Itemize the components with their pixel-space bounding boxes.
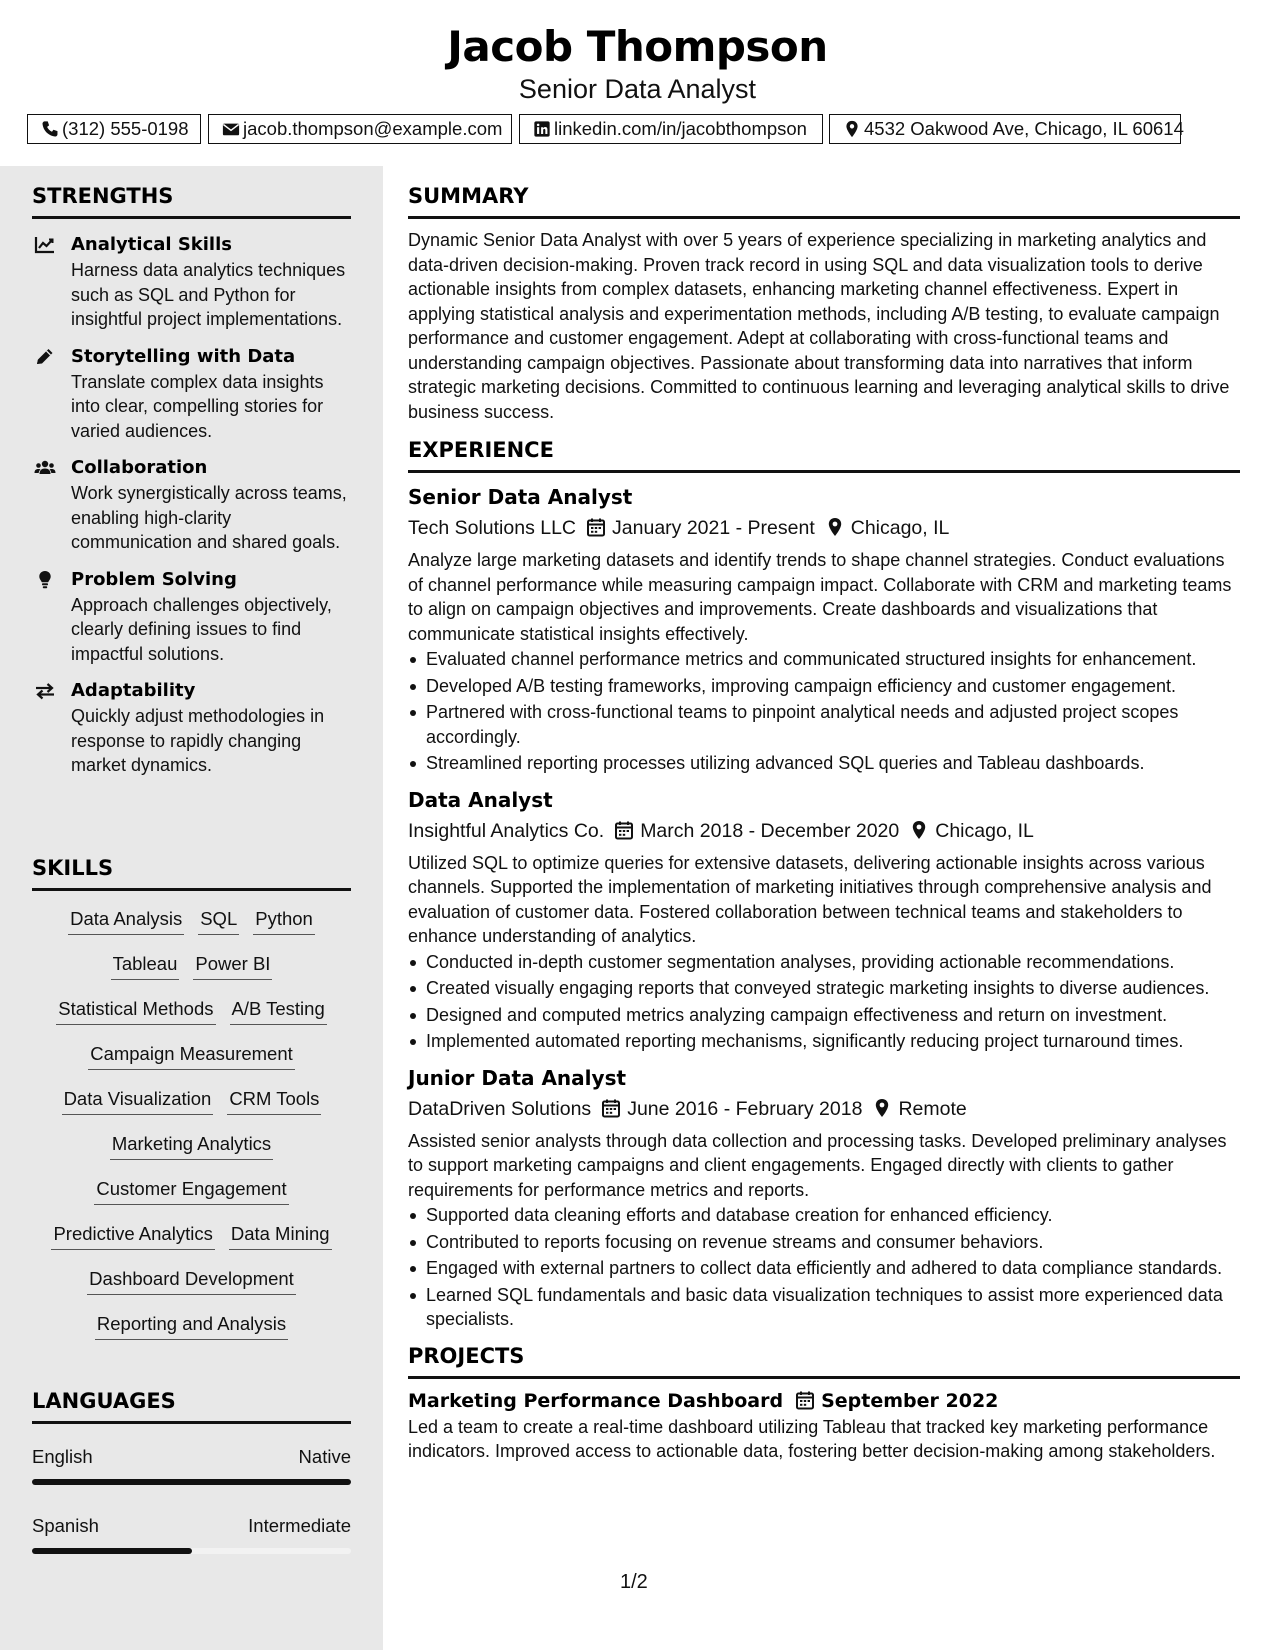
job-bullet: Streamlined reporting processes utilizing advanced SQL queries and Tableau dashboards. [408, 751, 1240, 776]
exchange-arrows-icon [34, 681, 56, 701]
map-pin-icon [872, 1098, 892, 1118]
skills-list [32, 907, 351, 1357]
strength-desc: Translate complex data insights into clear, compelling stories for varied audiences. [71, 371, 324, 441]
projects-heading: PROJECTS [408, 1344, 1240, 1379]
job-dates: January 2021 - Present [612, 517, 815, 539]
language-level: Intermediate [248, 1515, 351, 1536]
language-proficiency-bar [32, 1548, 351, 1554]
job-entry [408, 483, 1240, 776]
strength-item [32, 233, 351, 332]
strength-desc: Quickly adjust methodologies in response to rapidly changing market dynamics. [71, 706, 325, 775]
page-number: 1/2 [620, 1571, 648, 1593]
contact-phone[interactable] [27, 114, 201, 144]
skill-tag: Customer Engagement [94, 1177, 288, 1205]
skill-tag: Statistical Methods [56, 997, 215, 1025]
job-bullet: Developed A/B testing frameworks, improving campaign efficiency and customer engagement. [408, 674, 1240, 699]
languages-section [32, 1389, 351, 1554]
job-company: Insightful Analytics Co. [408, 819, 605, 842]
experience-heading: EXPERIENCE [408, 438, 1240, 473]
job-company: DataDriven Solutions [408, 1097, 592, 1120]
chart-line-icon [34, 235, 56, 255]
linkedin-icon [532, 120, 552, 138]
skill-tag: Reporting and Analysis [95, 1312, 288, 1340]
calendar-icon [614, 820, 634, 840]
skill-tag: A/B Testing [230, 997, 327, 1025]
contact-linkedin-text: linkedin.com/in/jacobthompson [554, 118, 807, 139]
lightbulb-icon [34, 570, 56, 590]
strength-name: Storytelling with Data [71, 345, 296, 367]
map-pin-icon [842, 120, 862, 138]
contact-email-text: jacob.thompson@example.com [243, 118, 503, 139]
job-bullet: Learned SQL fundamentals and basic data visualization techniques to assist more experienced data specialists. [408, 1283, 1240, 1332]
language-item [32, 1515, 351, 1554]
summary-section [408, 184, 1240, 424]
project-date: September 2022 [821, 1389, 999, 1412]
job-location: Chicago, IL [935, 819, 1034, 842]
contact-address-text: 4532 Oakwood Ave, Chicago, IL 60614 [864, 118, 1184, 139]
strengths-section [32, 184, 351, 778]
candidate-name: Jacob Thompson [447, 22, 828, 71]
language-name: English [32, 1446, 93, 1467]
job-meta [408, 816, 1240, 846]
language-proficiency-fill [32, 1548, 192, 1554]
strength-item [32, 456, 351, 555]
job-bullet: Implemented automated reporting mechanisms, significantly reducing project turnaround times. [408, 1029, 1240, 1054]
language-level: Native [298, 1446, 351, 1467]
job-title: Data Analyst [408, 787, 553, 812]
languages-heading: LANGUAGES [32, 1389, 351, 1424]
skill-tag: Predictive Analytics [51, 1222, 214, 1250]
skill-tag: Power BI [193, 952, 272, 980]
job-title: Senior Data Analyst [408, 485, 633, 509]
project-title: Marketing Performance Dashboard [408, 1389, 784, 1412]
job-bullet: Designed and computed metrics analyzing campaign effectiveness and return on investment. [408, 1003, 1240, 1028]
job-entry [408, 1064, 1240, 1332]
experience-section [408, 438, 1240, 1332]
job-bullets [408, 1203, 1240, 1332]
project-description: Led a team to create a real-time dashboard utilizing Tableau that tracked key marketing performance indicators. Improved access to actionable data, fostering better decision-making among stakeholders. [408, 1416, 1216, 1461]
skill-tag: Marketing Analytics [110, 1132, 273, 1160]
job-dates: June 2016 - February 2018 [627, 1097, 863, 1120]
skill-tag: Python [253, 907, 315, 935]
job-meta [408, 513, 1240, 543]
strength-desc: Harness data analytics techniques such as SQL and Python for insightful project implementations. [71, 260, 346, 329]
skill-tag: Data Mining [229, 1222, 332, 1250]
language-proficiency-bar [32, 1479, 351, 1485]
project-title-row [408, 1387, 1240, 1415]
main-content [408, 166, 1240, 1464]
job-bullet: Evaluated channel performance metrics and communicated structured insights for enhancement. [408, 647, 1240, 672]
job-location: Chicago, IL [850, 517, 950, 539]
map-pin-icon [825, 517, 845, 537]
users-icon [34, 458, 56, 478]
language-name: Spanish [32, 1515, 99, 1536]
strengths-heading: STRENGTHS [32, 184, 351, 219]
job-bullets [408, 647, 1240, 776]
skills-section [32, 856, 351, 1357]
strength-item [32, 345, 351, 444]
strength-item [32, 679, 351, 778]
job-bullet: Contributed to reports focusing on revenue streams and consumer behaviors. [408, 1230, 1240, 1255]
strength-desc: Work synergistically across teams, enabling high-clarity communication and shared goals. [71, 483, 347, 552]
summary-text: Dynamic Senior Data Analyst with over 5 years of experience specializing in marketing analytics and data-driven decision-making. Proven track record in using SQL and data visualization tools to derive actionable insights from complex datasets, enhancing marketing channel effectiveness. Expert in applying statistical analysis and experimentation methods, including A/B testing, to evaluate campaign performance and customer engagement. Adept at collaborating with cross-functional teams and understanding campaign objectives. Passionate about transforming data into narratives that inform strategic marketing decisions. Committed to continuous learning and leveraging analytical skills to drive business success. [408, 230, 1230, 422]
phone-icon [40, 120, 60, 138]
skills-heading: SKILLS [32, 856, 351, 891]
job-bullet: Partnered with cross-functional teams to pinpoint analytical needs and adjusted project scopes accordingly. [408, 700, 1240, 749]
calendar-icon [795, 1390, 815, 1410]
calendar-icon [601, 1098, 621, 1118]
map-pin-icon [909, 820, 929, 840]
job-bullets [408, 950, 1240, 1054]
strength-name: Adaptability [71, 680, 196, 701]
skill-tag: Data Visualization [62, 1087, 214, 1115]
contact-email[interactable] [208, 114, 512, 144]
skill-tag: Data Analysis [68, 907, 184, 935]
job-description: Assisted senior analysts through data collection and processing tasks. Developed preliminary analyses to support marketing campaigns and client engagements. Engaged directly with clients to gather requirements for performance metrics and reports. [408, 1130, 1227, 1200]
language-item [32, 1446, 351, 1485]
contact-address[interactable] [829, 114, 1184, 144]
job-location: Remote [898, 1097, 967, 1120]
skill-tag: Dashboard Development [87, 1267, 296, 1295]
strength-name: Analytical Skills [71, 234, 232, 255]
job-bullet: Engaged with external partners to collect data efficiently and adhered to data compliance standards. [408, 1256, 1240, 1281]
skill-tag: Campaign Measurement [88, 1042, 295, 1070]
job-bullet: Supported data cleaning efforts and database creation for enhanced efficiency. [408, 1203, 1240, 1228]
strength-item [32, 568, 351, 667]
job-entry [408, 786, 1240, 1054]
job-bullet: Created visually engaging reports that conveyed strategic marketing insights to diverse audiences. [408, 976, 1240, 1001]
job-dates: March 2018 - December 2020 [640, 819, 900, 842]
sidebar [0, 166, 383, 1650]
strength-name: Problem Solving [71, 568, 237, 590]
language-proficiency-fill [32, 1479, 351, 1485]
contact-linkedin[interactable] [519, 114, 823, 144]
skill-tag: Tableau [111, 952, 180, 980]
job-description: Utilized SQL to optimize queries for extensive datasets, delivering actionable insights across various channels. Supported the implementation of marketing initiatives through comprehensive analysis and evaluation of customer data. Fostered collaboration between technical teams and stakeholders to enhance understanding of analytics. [408, 852, 1212, 946]
skill-tag: SQL [198, 907, 239, 935]
pencil-icon [34, 347, 56, 367]
candidate-title: Senior Data Analyst [518, 74, 757, 104]
contact-phone-text: (312) 555-0198 [62, 118, 189, 139]
job-description: Analyze large marketing datasets and identify trends to shape channel strategies. Conduct evaluations of channel performance while measuring campaign impact. Collaborate with CRM and marketing teams to align on campaign objectives and improvements. Create dashboards and visualizations that communicate statistical insights effectively. [408, 550, 1232, 644]
projects-section [408, 1344, 1240, 1464]
job-company: Tech Solutions LLC [408, 517, 577, 539]
strength-name: Collaboration [71, 457, 208, 478]
strength-desc: Approach challenges objectively, clearly defining issues to find impactful solutions. [71, 594, 332, 664]
calendar-icon [586, 517, 606, 537]
skill-tag: CRM Tools [227, 1087, 321, 1115]
job-bullet: Conducted in-depth customer segmentation analyses, providing actionable recommendations. [408, 950, 1240, 975]
summary-heading: SUMMARY [408, 184, 1240, 219]
job-title: Junior Data Analyst [408, 1065, 627, 1090]
job-meta [408, 1094, 1240, 1124]
envelope-icon [221, 120, 241, 138]
